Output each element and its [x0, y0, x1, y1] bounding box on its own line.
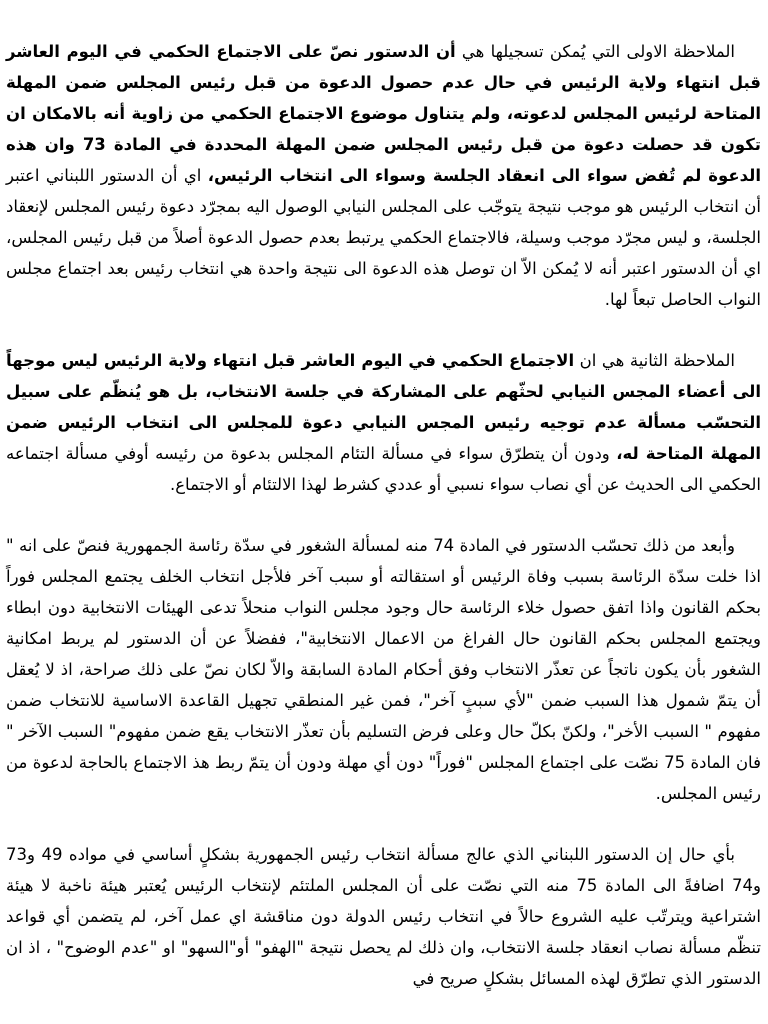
paragraph-2 [6, 345, 761, 500]
text-run: ودون أن يتطرّق سواء في مسألة التئام المجلس بدعوة من رئيسه أوفي مسألة اجتماعه الحكمي الى الحديث عن أي نصاب سواء نسبي أو عددي كشرط لهذا الالتئام أو الاجتماع. [6, 444, 761, 494]
document-body [6, 36, 761, 994]
bold-text-run: الاجتماع الحكمي في اليوم العاشر قبل انتهاء ولاية الرئيس ليس موجهاً الى أعضاء المجس النيابي لحثّهم على المشاركة في جلسة الانتخاب، بل هو يُنظّم على سبيل التحسّب مسألة عدم توجيه رئيس المجس النيابي دعوة للمجلس الى انتخاب الرئيس ضمن المهلة المتاحة له، [6, 351, 761, 463]
paragraph-1 [6, 36, 761, 315]
paragraph-3 [6, 530, 761, 809]
text-run: وأبعد من ذلك تحسّب الدستور في المادة 74 منه لمسألة الشغور في سدّة رئاسة الجمهورية فنصّ على انه " اذا خلت سدّة الرئاسة بسبب وفاة الرئيس أو استقالته أو سبب آخر فلأجل انتخاب الخلف يجتمع المجلس فوراً بحكم القانون واذا اتفق حصول خلاء الرئاسة حال وجود مجلس النواب منحلاً تدعى الهيئات الانتخابية دون ابطاء ويجتمع المجلس بحكم القانون حال الفراغ من الاعمال الانتخابية"، ففضلاً عن أن الدستور لم يربط امكانية الشغور بأن يكون ناتجاً عن تعذّر الانتخاب وفق أحكام المادة السابقة والاّ لكان نصّ على ذلك صراحة، اذ لا يُعقل أن يتمّ شمول هذا السبب ضمن "لأي سببٍ آخر"، فمن غير المنطقي تجهيل القاعدة الاساسية للانتخاب ضمن مفهوم " السبب الأخر"، ولكنّ بكلّ حال وعلى فرض التسليم بأن تعذّر الانتخاب يقع ضمن مفهوم" السبب الآخر " فان المادة 75 نصّت على اجتماع المجلس "فوراً" دون أي مهلة ودون أن يتمّ ربط هذ الاجتماع بالحاجة لدعوة من رئيس المجلس. [6, 536, 761, 803]
text-run: الملاحظة الاولى التي يُمكن تسجيلها هي [455, 42, 735, 61]
text-run: بأي حال إن الدستور اللبناني الذي عالج مسألة انتخاب رئيس الجمهورية بشكلٍ أساسي في مواده 49 و73 و74 اضافةً الى المادة 75 منه التي نصّت على أن المجلس الملتئم لإنتخاب الرئيس يُعتبر هيئة ناخبة لا هيئة اشتراعية ويترتّب عليه الشروع حالاً في انتخاب رئيس الدولة دون مناقشة اي عمل آخر، لم يتضمن أي قواعد تنظّم مسألة نصاب انعقاد جلسة الانتخاب، وان ذلك لم يحصل نتيجة "الهفو" أو"السهو" او "عدم الوضوح" ، اذ ان الدستور الذي تطرّق لهذه المسائل بشكلٍ صريح في [6, 845, 761, 988]
paragraph-4 [6, 839, 761, 994]
text-run: اي أن الدستور اللبناني اعتبر أن انتخاب الرئيس هو موجب نتيجة يتوجّب على المجلس النيابي الوصول اليه بمجرّد دعوة رئيس المجلس لإنعقاد الجلسة، و ليس مجرّد موجب وسيلة، فالاجتماع الحكمي يرتبط بعدم حصول الدعوة أصلاً من قبل رئيس المجلس، اي أن الدستور اعتبر أنه لا يُمكن الاّ ان توصل هذه الدعوة الى نتيجة واحدة هي انتخاب رئيس بعد اجتماع مجلس النواب الحاصل تبعاً لها. [6, 166, 761, 309]
bold-text-run: أن الدستور نصّ على الاجتماع الحكمي في اليوم العاشر قبل انتهاء ولاية الرئيس في حال عدم حصول الدعوة من قبل رئيس المجلس ضمن المهلة المتاحة لرئيس المجلس لدعوته، ولم يتناول موضوع الاجتماع الحكمي من زاوية أنه بالامكان ان تكون قد حصلت دعوة من قبل رئيس المجلس ضمن المهلة المحددة في المادة 73 وان هذه الدعوة لم تُفض سواء الى انعقاد الجلسة وسواء الى انتخاب الرئيس، [6, 42, 761, 185]
text-run: الملاحظة الثانية هي ان [574, 351, 736, 370]
